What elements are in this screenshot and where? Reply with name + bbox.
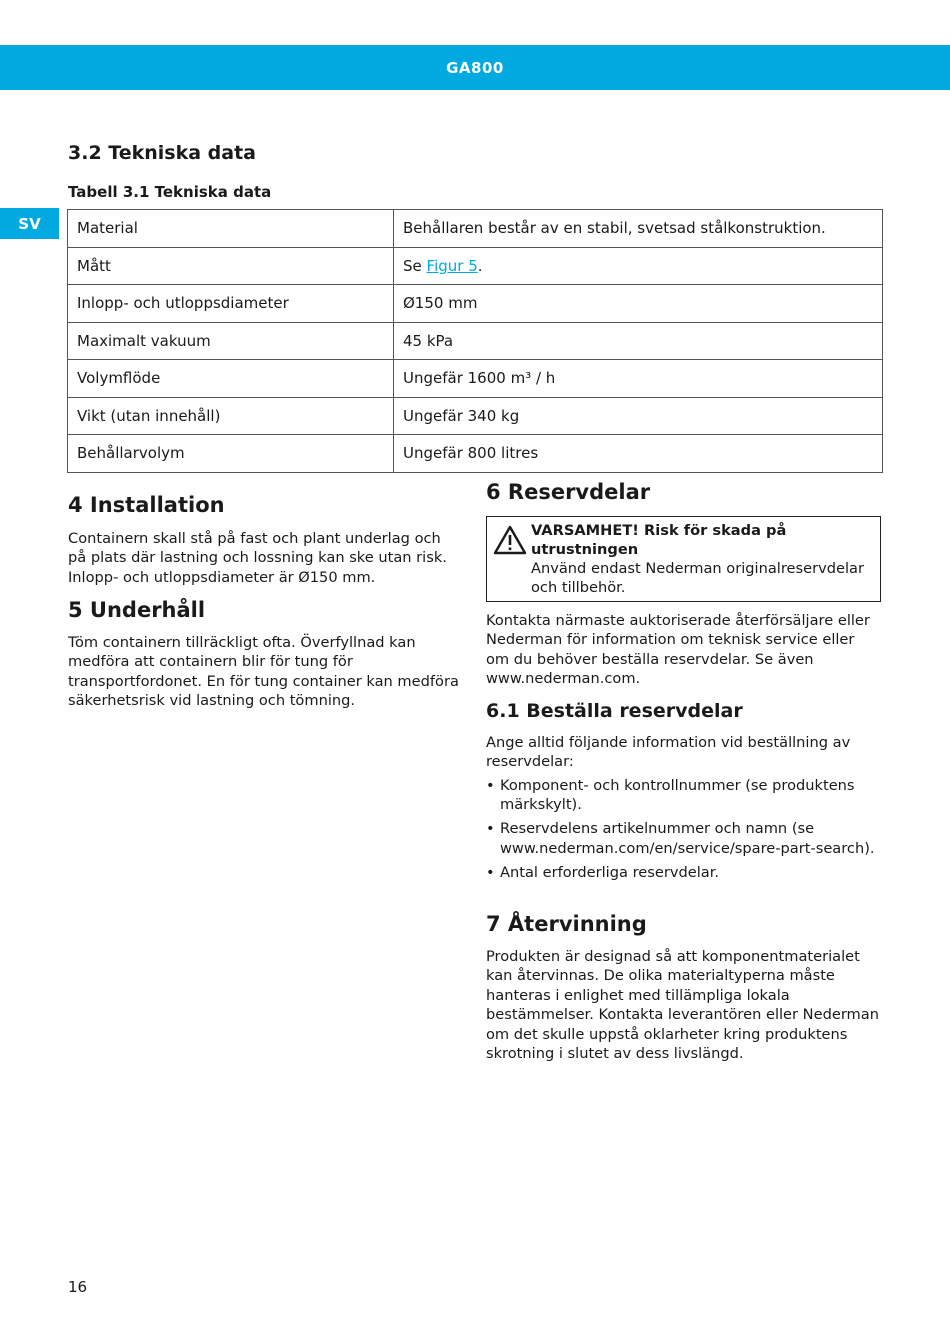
list-item: • Reservdelens artikelnummer och namn (se www.nederman.com/en/service/spare-part-search).	[486, 819, 881, 858]
table-row	[68, 435, 883, 473]
row-value: Ungefär 800 litres	[394, 435, 883, 473]
section-6-1-intro: Ange alltid följande information vid beställning av reservdelar:	[486, 734, 851, 771]
table-title: Tabell 3.1 Tekniska data	[68, 183, 272, 201]
row-label: Material	[68, 210, 394, 248]
row-value: Ø150 mm	[394, 285, 883, 323]
table-row	[68, 285, 883, 323]
header-bar	[0, 45, 950, 90]
page-number: 16	[68, 1278, 88, 1296]
section-6-heading: 6 Reservdelar	[486, 480, 651, 504]
section-6-body: Kontakta närmaste auktoriserade återförsäljare eller Nederman för information om teknisk service eller om du behöver beställa reservdelar. Se även www.nederman.com.	[486, 612, 870, 688]
row-label: Maximalt vakuum	[68, 322, 394, 360]
row-value: Ungefär 340 kg	[394, 397, 883, 435]
list-item: • Antal erforderliga reservdelar.	[486, 863, 881, 882]
row-value	[394, 247, 883, 285]
parts-info-list	[486, 776, 881, 887]
table-row	[68, 247, 883, 285]
section-5-heading: 5 Underhåll	[68, 598, 206, 622]
language-code: SV	[18, 214, 41, 233]
row-value: 45 kPa	[394, 322, 883, 360]
section-5-body: Töm containern tillräckligt ofta. Överfyllnad kan medföra att containern blir för tung för transportfordonet. En för tung container kan medföra säkerhetsrisk vid lastning och tömning.	[68, 634, 459, 710]
warning-box	[486, 516, 881, 602]
technical-data-table	[67, 209, 883, 473]
row-label: Mått	[68, 247, 394, 285]
section-7-heading: 7 Återvinning	[486, 912, 647, 936]
row-value: Ungefär 1600 m³ / h	[394, 360, 883, 398]
row-label: Behållarvolym	[68, 435, 394, 473]
table-row	[68, 397, 883, 435]
row-label: Vikt (utan innehåll)	[68, 397, 394, 435]
value-prefix: Se	[403, 256, 427, 275]
table-row	[68, 360, 883, 398]
section-4-body: Containern skall stå på fast och plant underlag och på plats där lastning och lossning kan ske utan risk. Inlopp- och utloppsdiameter är Ø150 mm.	[68, 530, 447, 586]
value-suffix: .	[477, 256, 483, 275]
warning-triangle-icon	[493, 525, 527, 555]
list-item: • Komponent- och kontrollnummer (se produktens märkskylt).	[486, 776, 881, 815]
section-4-heading: 4 Installation	[68, 493, 225, 517]
table-row	[68, 210, 883, 248]
row-label: Inlopp- och utloppsdiameter	[68, 285, 394, 323]
figure-5-link[interactable]: Figur 5	[426, 256, 478, 275]
warning-title: VARSAMHET! Risk för skada på utrustningen	[531, 522, 787, 558]
table-row	[68, 322, 883, 360]
row-label: Volymflöde	[68, 360, 394, 398]
section-7-body: Produkten är designad så att komponentmaterialet kan återvinnas. De olika materialtyperna måste hanteras i enlighet med tillämpliga lokala bestämmelser. Kontakta leverantören eller Nederman om det skulle uppstå oklarheter kring produktens skrotning i slutet av dess livslängd.	[486, 948, 879, 1063]
language-tab	[0, 208, 59, 239]
section-6-1-heading: 6.1 Beställa reservdelar	[486, 700, 743, 722]
warning-body: Använd endast Nederman originalreservdelar och tillbehör.	[531, 560, 864, 597]
row-value: Behållaren består av en stabil, svetsad stålkonstruktion.	[394, 210, 883, 248]
document-title: GA800	[446, 58, 504, 77]
section-3-2-heading: 3.2 Tekniska data	[68, 142, 256, 164]
